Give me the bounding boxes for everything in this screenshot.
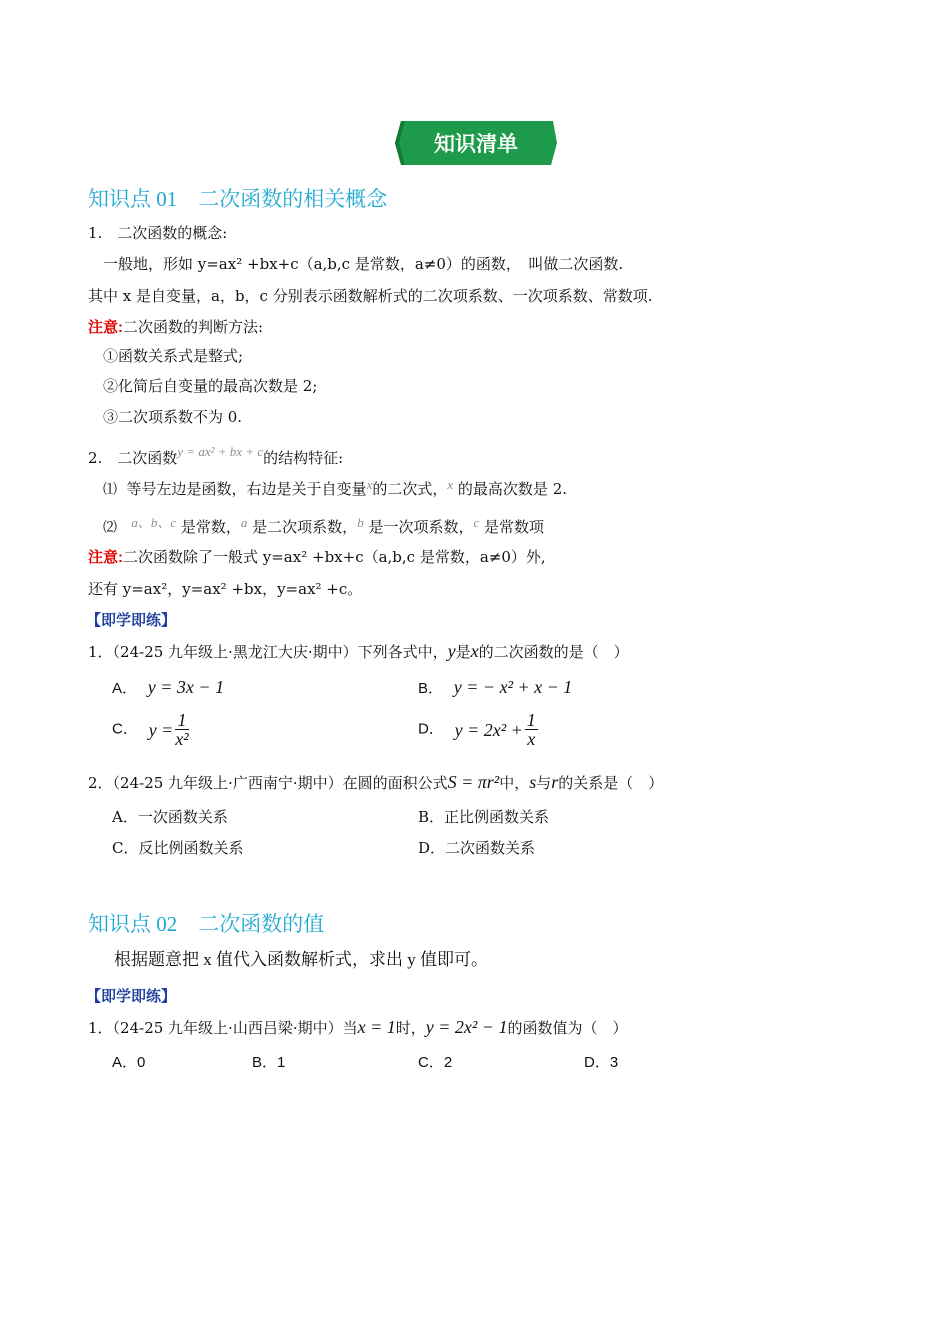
q1-option-b-math: y = − x² + x − 1	[453, 677, 573, 697]
q1-option-c-fraction	[175, 711, 188, 748]
feature-2-text-d: 是常数项	[484, 518, 545, 536]
q1-option-c-den: x²	[175, 729, 189, 749]
rule-1: ①函数关系式是整式;	[103, 347, 244, 365]
section-banner	[393, 119, 559, 167]
q1-option-c-num: 1	[175, 711, 188, 730]
q2-num: 2．	[88, 774, 113, 792]
note-label: 注意:	[88, 319, 123, 336]
p2-q1-text-c: 的函数值为（ ）	[507, 1019, 628, 1037]
q1-option-d-fraction	[525, 711, 538, 748]
note2-line2: 还有 y=ax²，y=ax² +bx，y=ax² +c。	[88, 580, 363, 598]
q1-var-x: x	[470, 641, 479, 661]
feature-2-text-a: 是常数，	[180, 518, 241, 536]
q1-option-c-label: C．	[112, 720, 138, 738]
banner-title: 知识清单	[434, 133, 518, 156]
q2-var-s: s	[529, 772, 537, 792]
note2-label: 注意:	[88, 549, 123, 566]
p2-q1-option-c[interactable]: C．2	[418, 1054, 453, 1071]
p2-q1-option-d[interactable]: D．3	[584, 1054, 619, 1071]
note1	[88, 317, 263, 338]
q1-source: （24-25 九年级上·黑龙江大庆·期中）	[112, 643, 358, 661]
q1-option-c[interactable]	[112, 711, 191, 748]
q1-option-d-den: x	[527, 729, 536, 749]
q2-text-c: 与	[536, 774, 552, 792]
practice1-q2	[88, 772, 663, 793]
practice1-q1	[88, 641, 629, 662]
q1-option-d-lhs: y = 2x² +	[454, 719, 523, 740]
note2-text: 二次函数除了一般式 y=ax² +bx+c（a,b,c 是常数，a≠0）外,	[123, 548, 546, 566]
feature-2-abc: a、b、c	[131, 515, 177, 530]
q2-option-c[interactable]: C．反比例函数关系	[112, 839, 244, 857]
q1-num: 1．	[88, 643, 113, 661]
rule-2: ②化简后自变量的最高次数是 2;	[103, 377, 318, 395]
q1-option-d-num: 1	[526, 710, 536, 730]
q2-source: （24-25 九年级上·广西南宁·期中）	[112, 774, 343, 792]
p2-q1-source: （24-25 九年级上·山西吕梁·期中）	[112, 1019, 343, 1037]
item2-suffix: 的结构特征:	[263, 449, 344, 467]
feature-1-num: ⑴	[103, 482, 117, 498]
section2-heading: 知识点 02 二次函数的值	[88, 912, 325, 936]
feature-1-text-a: 等号左边是函数，右边是关于自变量	[126, 480, 367, 498]
rule-3: ③二次项系数不为 0.	[103, 408, 243, 426]
feature-1-text-b: 的二次式，	[372, 480, 448, 498]
q1-option-c-lhs: y =	[148, 719, 174, 740]
q1-option-d[interactable]	[418, 711, 540, 748]
q2-text-d: 的关系是（ ）	[558, 774, 664, 792]
item2-title	[88, 444, 344, 469]
item2-formula: y = ax² + bx + c	[177, 444, 264, 459]
feature-1	[103, 479, 567, 500]
feature-2-text-b: 是二次项系数，	[252, 518, 358, 536]
note1-text: 二次函数的判断方法:	[123, 318, 264, 336]
q2-var-r: r	[551, 772, 559, 792]
feature-1-var-x2: x	[447, 477, 454, 492]
q1-option-a-math: y = 3x − 1	[147, 677, 225, 697]
q1-text-a: 下列各式中，	[357, 643, 448, 661]
q1-text-b: 是	[455, 643, 471, 661]
p2-q1-text-b: 时，	[395, 1019, 426, 1037]
q1-option-a[interactable]	[112, 677, 224, 699]
note2	[88, 547, 546, 568]
feature-2	[103, 517, 544, 538]
q1-var-y: y	[447, 641, 456, 661]
p2-q1-option-a[interactable]: A．0	[112, 1054, 146, 1071]
p2-q1-text-a: 当	[342, 1019, 358, 1037]
practice2-q1	[88, 1017, 627, 1038]
q1-option-a-label: A．	[112, 680, 138, 697]
q2-option-a[interactable]: A．一次函数关系	[112, 808, 228, 826]
q2-option-b[interactable]: B．正比例函数关系	[418, 808, 550, 826]
item1-line1: 一般地，形如 y=ax² +bx+c（a,b,c 是常数，a≠0）的函数， 叫做二次函数.	[103, 255, 624, 273]
q2-text-a: 在圆的面积公式	[342, 774, 448, 792]
feature-1-var-x: x	[366, 477, 373, 492]
p2-q1-function: y = 2x² − 1	[425, 1017, 508, 1037]
item1-line2: 其中 x 是自变量，a，b，c 分别表示函数解析式的二次项系数、一次项系数、常数项.	[88, 287, 653, 305]
item1-title: 1. 二次函数的概念:	[88, 224, 228, 242]
section2-body: 根据题意把 x 值代入函数解析式，求出 y 值即可。	[114, 950, 488, 969]
feature-2-var-b: b	[357, 515, 364, 530]
feature-2-text-c: 是一次项系数，	[368, 518, 474, 536]
feature-2-num: ⑵	[103, 520, 117, 536]
q1-option-d-label: D．	[418, 720, 444, 738]
practice1-label: 【即学即练】	[86, 612, 177, 629]
p2-q1-option-b[interactable]: B．1	[252, 1054, 286, 1071]
q1-option-b[interactable]	[418, 677, 572, 699]
item2-prefix: 2. 二次函数	[88, 449, 178, 467]
feature-1-text-c: 的最高次数是 2.	[457, 480, 568, 498]
feature-2-var-c: c	[473, 515, 480, 530]
feature-2-var-a: a	[240, 515, 248, 530]
q1-text-c: 的二次函数的是（ ）	[478, 643, 629, 661]
section1-heading: 知识点 01 二次函数的相关概念	[88, 187, 388, 211]
q1-option-b-label: B．	[418, 680, 444, 697]
q2-option-d[interactable]: D．二次函数关系	[418, 839, 536, 857]
practice2-label: 【即学即练】	[86, 988, 177, 1005]
q2-text-b: 中，	[499, 774, 530, 792]
p2-q1-num: 1．	[88, 1019, 113, 1037]
q2-formula: S = πr²	[447, 772, 500, 792]
p2-q1-condition: x = 1	[357, 1017, 396, 1037]
